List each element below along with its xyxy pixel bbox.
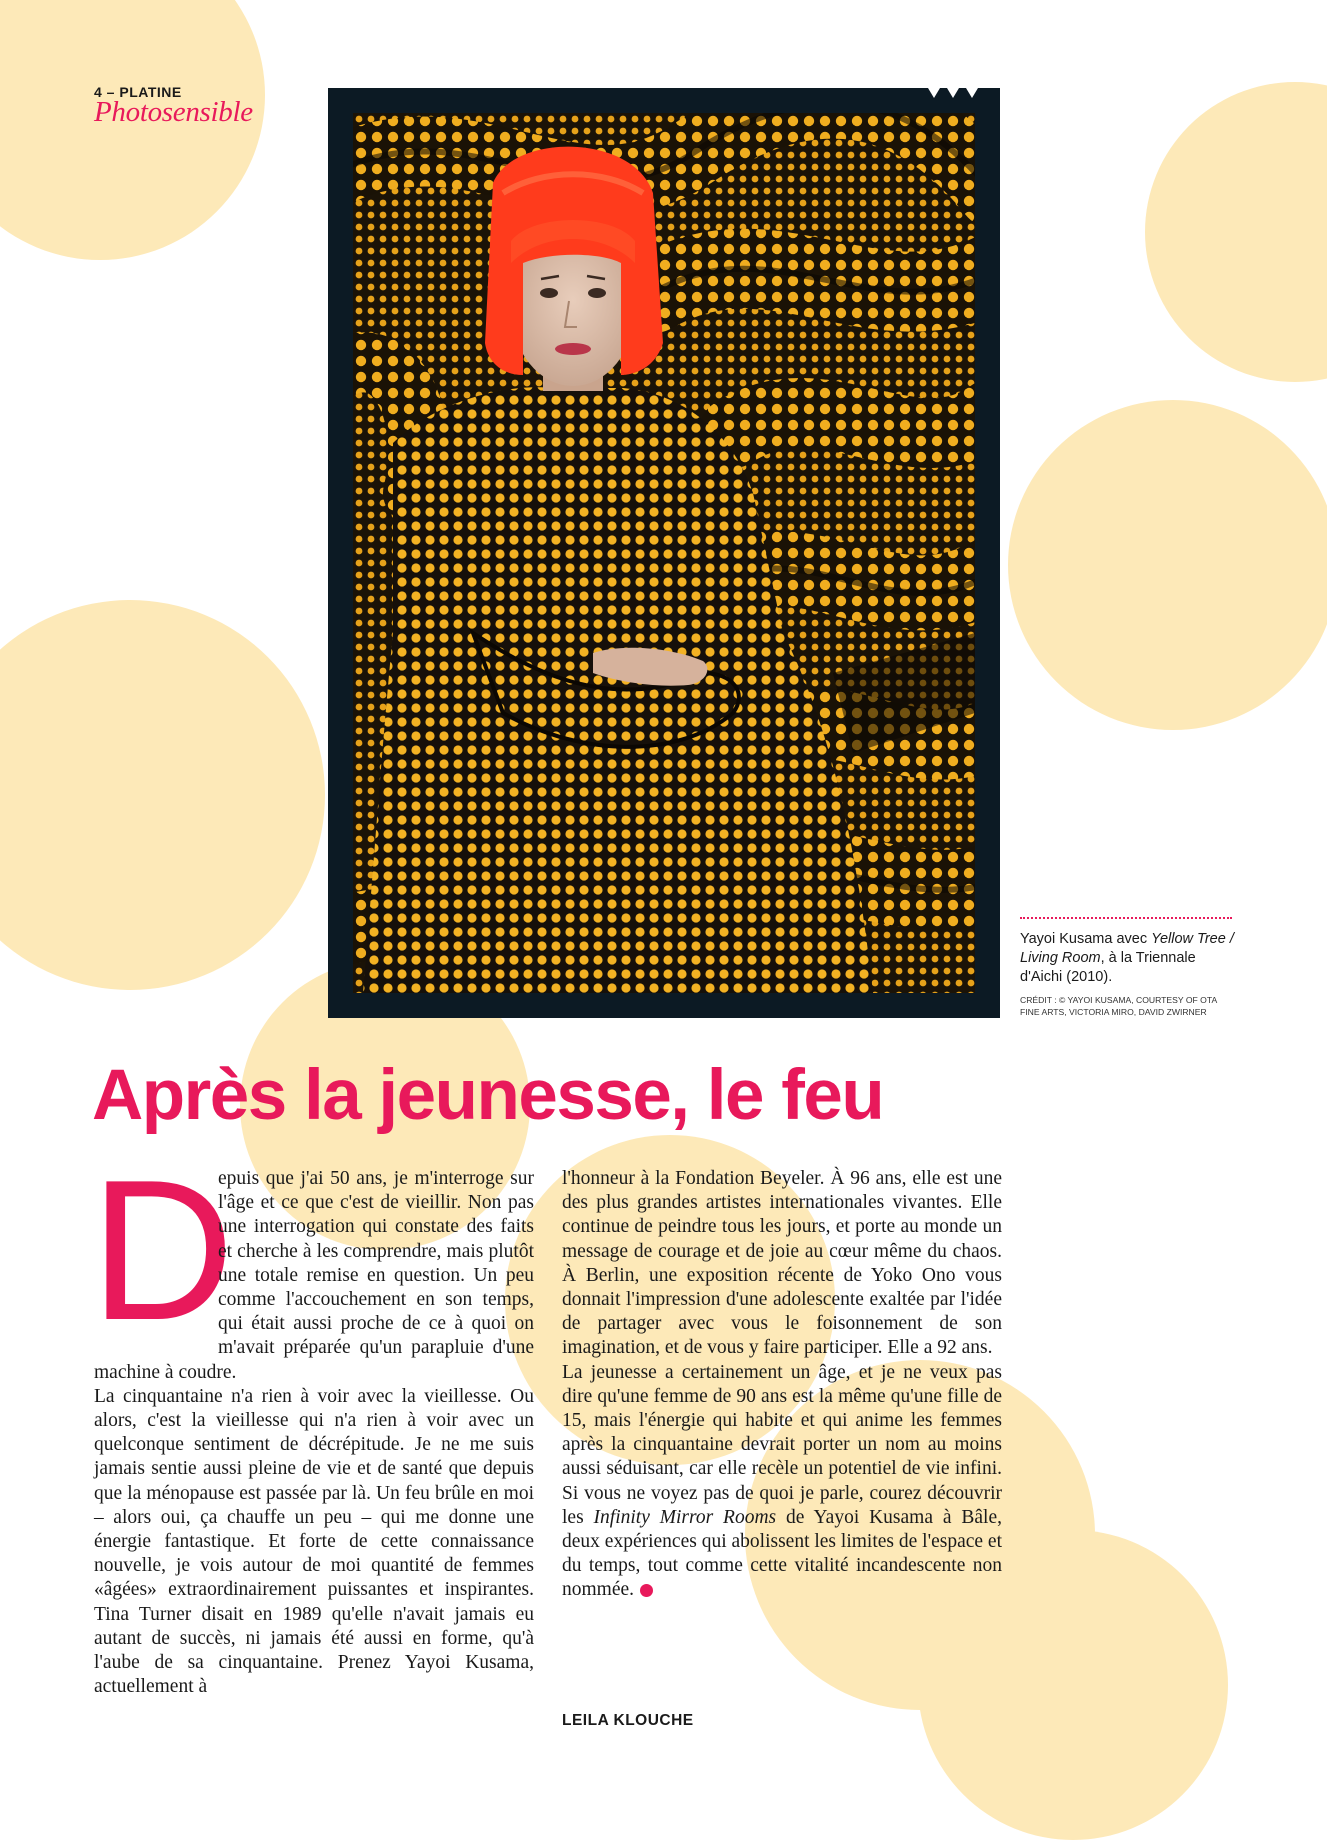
- paragraph-text: La jeunesse a certainement un âge, et je ne veux pas dire qu'une femme de 90 ans est la même qu'une fille de 15, mais l'énergie qui habite et qui anime les femmes après la cinquantaine devrait porter un nom au moins aussi séduisant, car elle recèle un potentiel de vie infini. Si vous ne voyez pas de quoi je parle, courez découvrir les: [562, 1361, 1002, 1528]
- article-column-right: [562, 1167, 1002, 1603]
- frame-notch-icon: [928, 88, 978, 102]
- bg-dot: [0, 0, 265, 260]
- caption-artwork-title: Yellow Tree / Living Room: [1020, 931, 1234, 966]
- photo-credit: CRÉDIT : © YAYOI KUSAMA, COURTESY OF OTA FINE ARTS, VICTORIA MIRO, DAVID ZWIRNER: [1020, 995, 1217, 1017]
- section-title: Photosensible: [94, 96, 253, 128]
- bg-dot: [1145, 82, 1327, 382]
- photo-caption: [1020, 930, 1235, 987]
- section-number: 4 – PLATINE: [94, 84, 182, 100]
- article-paragraph: l'honneur à la Fondation Beyeler. À 96 ans, elle est une des plus grandes artistes internationales vivantes. Elle continue de peindre tous les jours, et porte au monde un message de courage et de joie au cœur même du chaos. À Berlin, une exposition récente de Yoko Ono vous donnait l'impression d'une adolescente exaltée par l'idée de partager avec vous le foisonnement de son imagination, et de vous y faire participer. Elle a 92 ans.: [562, 1168, 1002, 1359]
- article-paragraph: La cinquantaine n'a rien à voir avec la vieillesse. Ou alors, c'est la vieillesse qui n'a rien à voir avec un quelconque sentiment de décrépitude. Je ne me suis jamais sentie aussi pleine de vie et de santé que depuis que la ménopause est passée par là. Un feu brûle en moi – alors oui, ça chauffe un peu – qui me donne une énergie fantastique. Et forte de cette connaissance nouvelle, je vois autour de moi quantité de femmes «âgées» extraordinairement puissantes et inspirantes. Tina Turner disait en 1989 qu'elle n'avait jamais eu autant de succès, ni jamais été aussi en forme, qu'à l'aube de sa cinquantaine. Prenez Yayoi Kusama, actuellement à: [94, 1385, 534, 1698]
- bg-dot: [1008, 400, 1327, 730]
- article-headline: Après la jeunesse, le feu: [92, 1056, 884, 1135]
- caption-rule: [1020, 917, 1232, 919]
- article-paragraph: [90, 1139, 534, 1385]
- paragraph-text: de Yayoi Kusama à Bâle, deux expériences qui abolissent les limites de l'espace et du temps, tout comme cette vitalité incandescente non nommée.: [562, 1506, 1002, 1601]
- end-mark-icon: [640, 1584, 653, 1597]
- author-byline: LEILA KLOUCHE: [562, 1712, 694, 1729]
- bg-dot: [0, 600, 325, 990]
- caption-prefix: Yayoi Kusama avec: [1020, 931, 1152, 947]
- exhibition-title: Infinity Mirror Rooms: [593, 1506, 777, 1528]
- article-paragraph: [562, 1361, 1002, 1603]
- portrait-photo: [353, 113, 975, 993]
- drop-cap: D: [90, 1139, 235, 1362]
- paragraph-text: epuis que j'ai 50 ans, je m'interroge sur l'âge et ce que c'est de vieillir. Non pas une interrogation qui constate des faits et cherche à les comprendre, mais plutôt une totale remise en question. Un peu comme l'accouchement en son temps, qui était aussi proche de ce à quoi on m'avait préparée qu'un parapluie d'une machine à coudre.: [94, 1168, 534, 1383]
- caption-suffix: , à la Triennale d'Aichi (2010).: [1020, 950, 1196, 985]
- photo-frame: [328, 88, 1000, 1018]
- article-column-left: [90, 1139, 534, 1699]
